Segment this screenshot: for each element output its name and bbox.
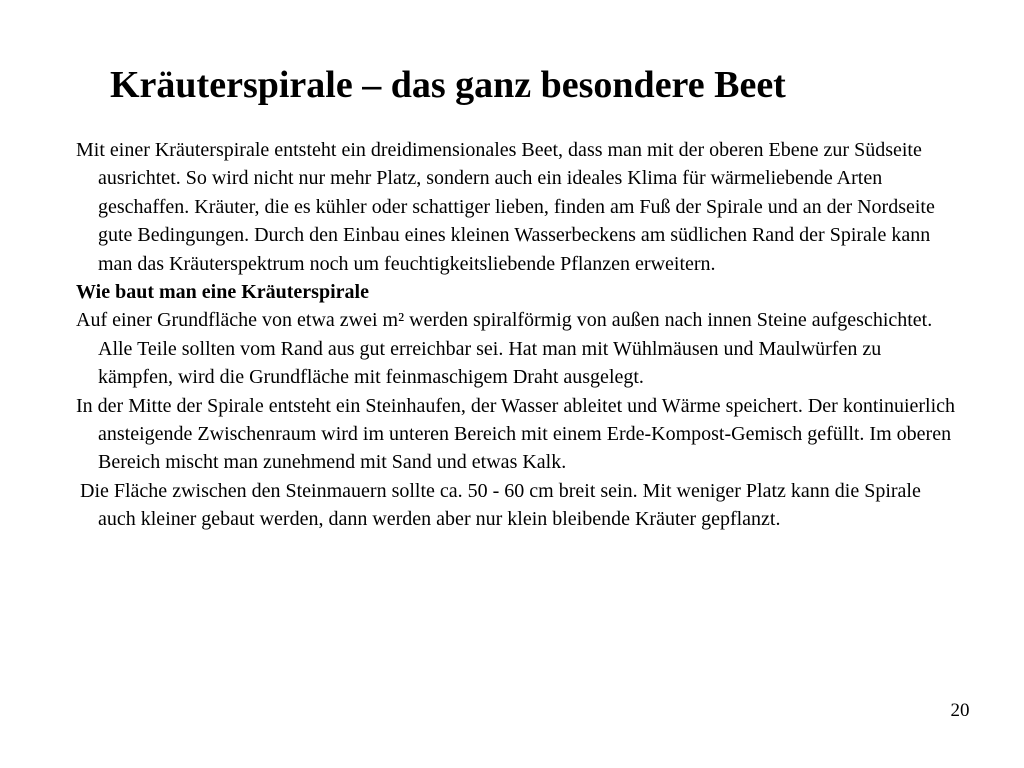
intro-paragraph: Mit einer Kräuterspirale entsteht ein dreidimensionales Beet, dass man mit der oberen Ebene zur Südseite ausrichtet. So wird nicht nur mehr Platz, sondern auch ein ideales Klima für wärmeliebende Arten geschaffen. Kräuter, die es kühler oder schattiger lieben, finden am Fuß der Spirale und an der Nordseite gute Bedingungen. Durch den Einbau eines kleinen Wasserbeckens am südlichen Rand der Spirale kann man das Kräuterspektrum noch um feuchtigkeitsliebende Pflanzen erweitern. — [76, 139, 935, 275]
slide-body — [76, 136, 956, 534]
slide-title: Kräuterspirale – das ganz besondere Beet — [110, 64, 786, 106]
body-paragraph-width: Die Fläche zwischen den Steinmauern sollte ca. 50 - 60 cm breit sein. Mit weniger Platz kann die Spirale auch kleiner gebaut werden, dann werden aber nur klein bleibende Kräuter gepflanzt. — [80, 479, 921, 531]
page-number: 20 — [950, 700, 970, 721]
section-heading: Wie baut man eine Kräuterspirale — [76, 281, 369, 304]
body-paragraph-foundation: Auf einer Grundfläche von etwa zwei m² werden spiralförmig von außen nach innen Steine aufgeschichtet. Alle Teile sollten vom Rand aus gut erreichbar sei. Hat man mit Wühlmäusen und Maulwürfen zu kämpfen, wird die Grundfläche mit feinmaschigem Draht ausgelegt. — [76, 309, 933, 389]
body-paragraph-filling: In der Mitte der Spirale entsteht ein Steinhaufen, der Wasser ableitet und Wärme speichert. Der kontinuierlich ansteigende Zwischenraum wird im unteren Bereich mit einem Erde-Kompost-Gemisch gefüllt. Im oberen Bereich mischt man zunehmend mit Sand und etwas Kalk. — [76, 394, 956, 474]
